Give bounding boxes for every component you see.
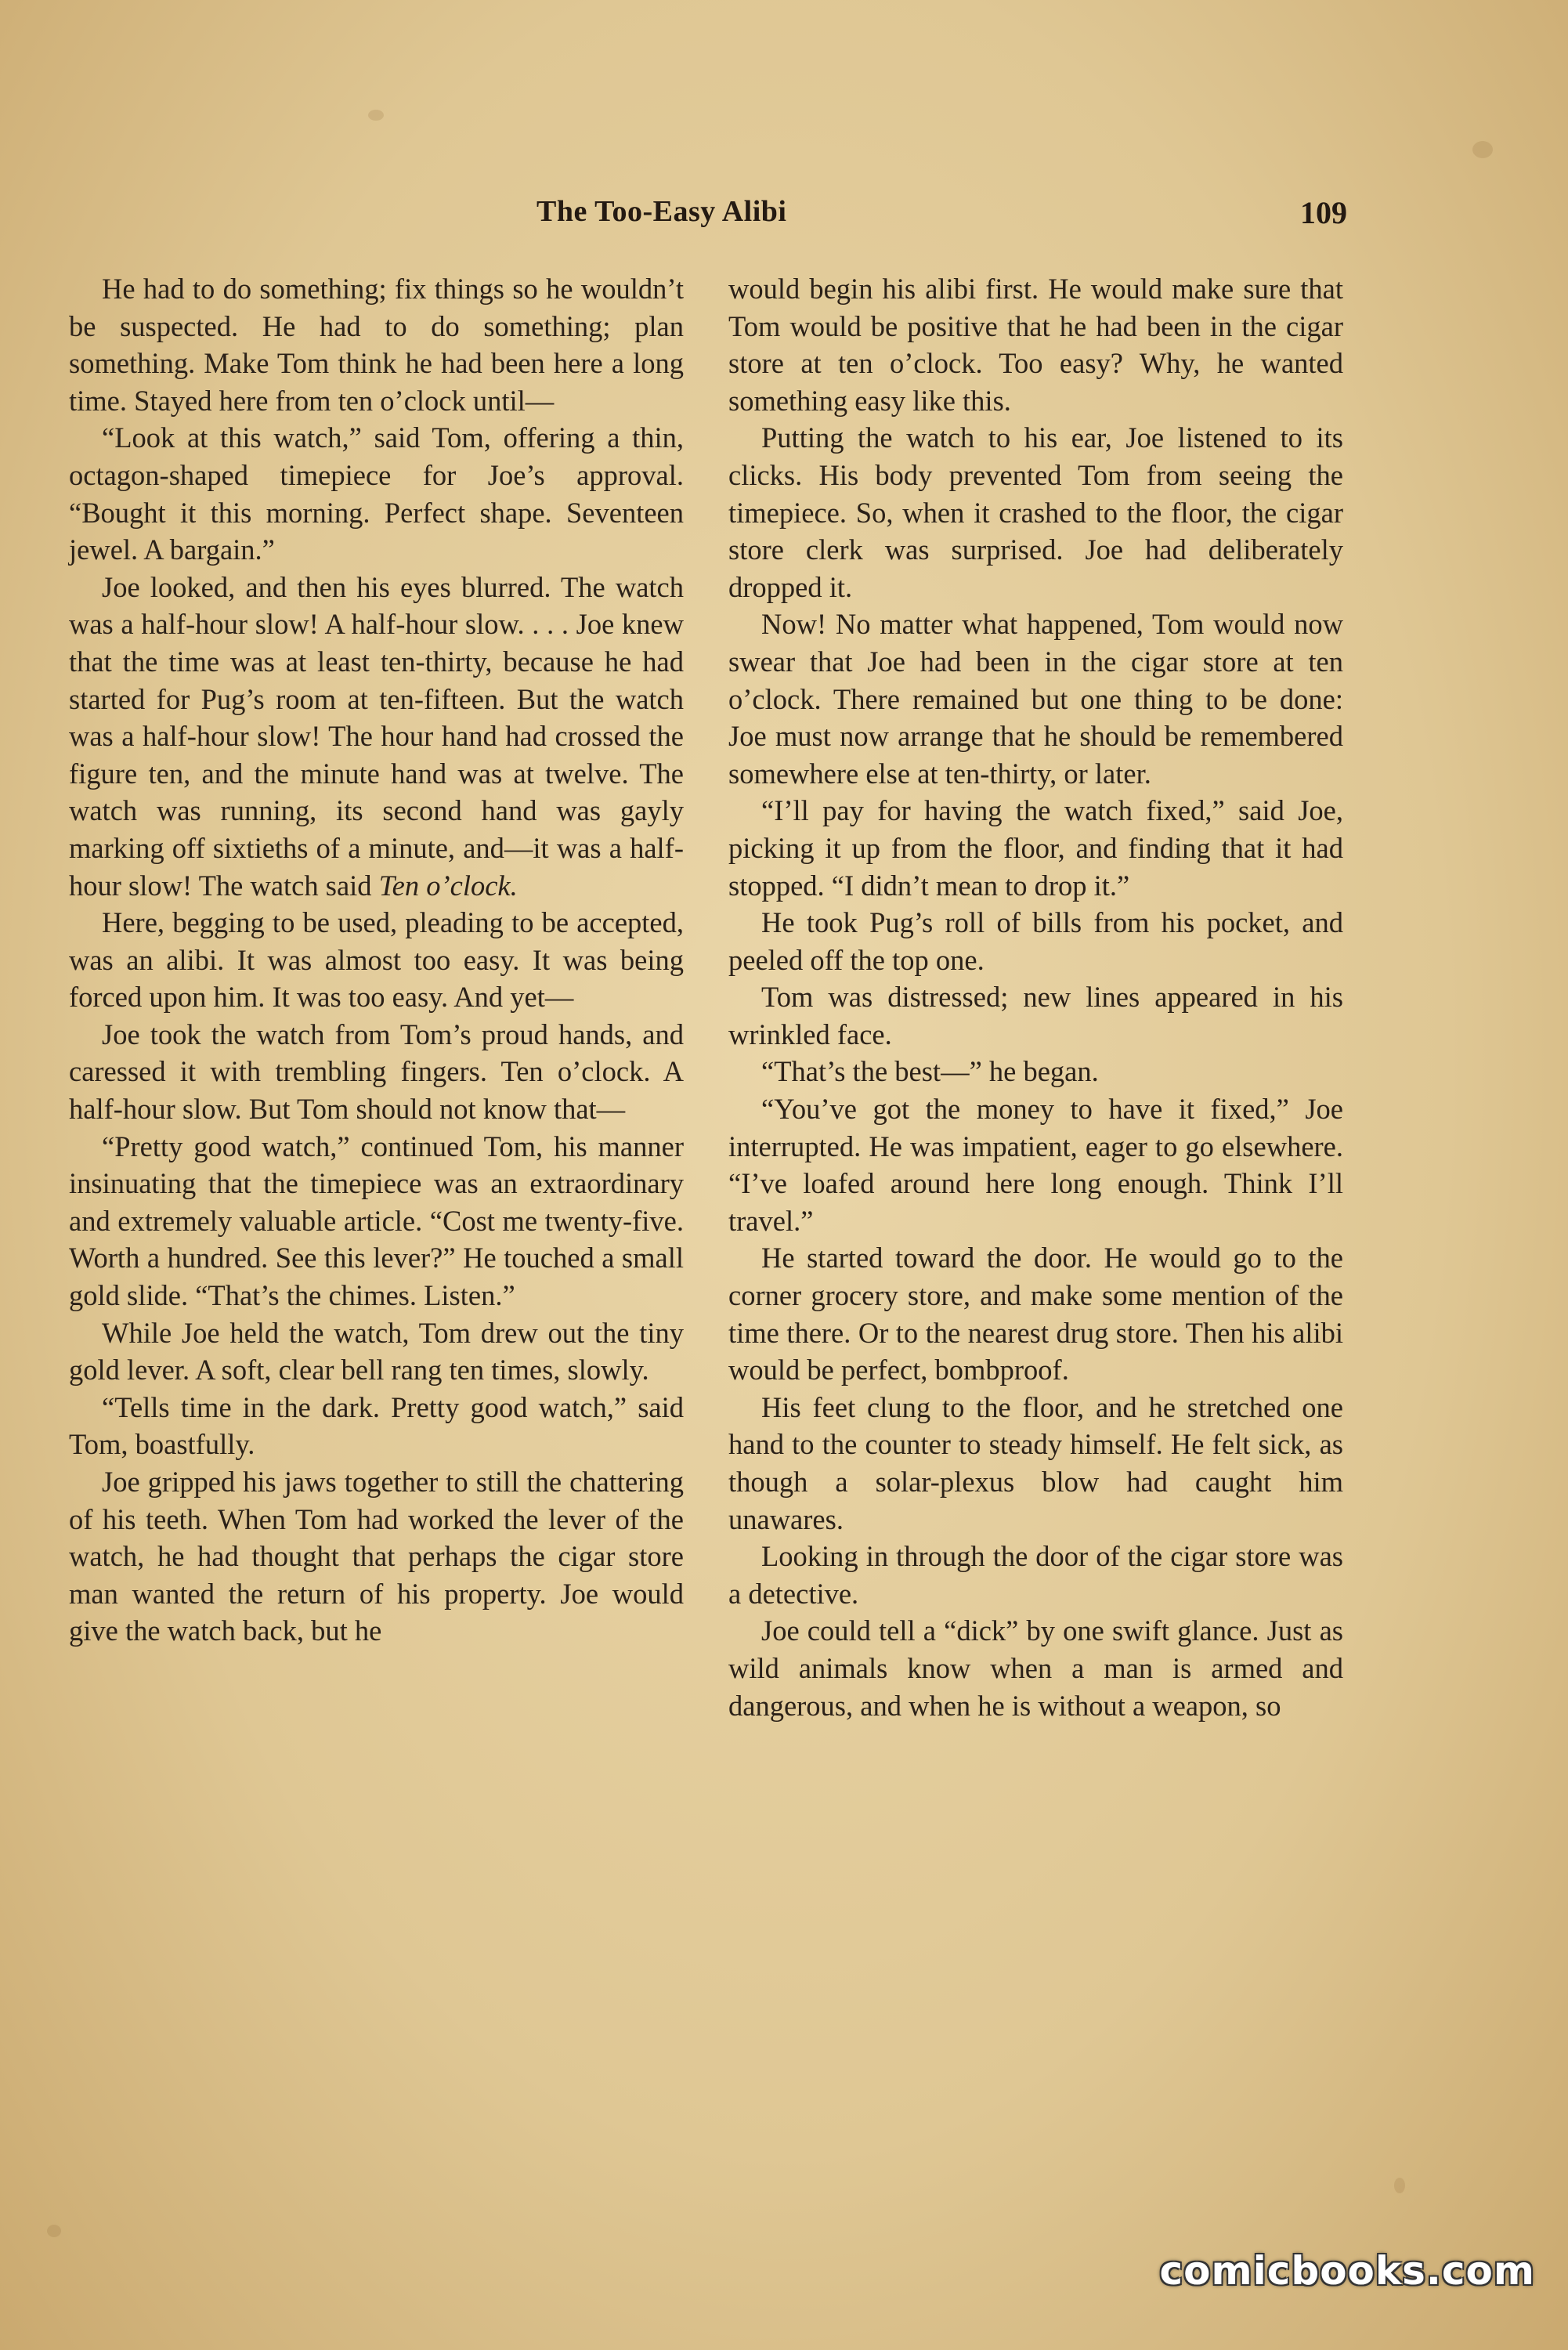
paper-stain (1394, 2178, 1405, 2193)
page-number: 109 (1300, 195, 1347, 230)
paragraph: Joe gripped his jaws together to still the chattering of his teeth. When Tom had worked the lever of the watch, he had thought that perhaps the cigar store man wanted the return of his property. Joe would give the watch back, but he (69, 1466, 684, 1647)
paragraph: “That’s the best—” he began. (761, 1055, 1099, 1088)
paragraph: “Look at this watch,” said Tom, offering a thin, octagon-shaped timepiece for Joe’s approval. “Bought it this morning. Perfect shape. Seventeen jewel. A bargain.” (69, 421, 684, 566)
paper-stain (368, 110, 384, 121)
paragraph: Joe could tell a “dick” by one swift glance. Just as wild animals know when a man is armed and dangerous, and when he is without a weapon, so (728, 1614, 1343, 1722)
paragraph: He took Pug’s roll of bills from his pocket, and peeled off the top one. (728, 906, 1343, 976)
paragraph: He started toward the door. He would go to the corner grocery store, and make some mention of the time there. Or to the nearest drug store. Then his alibi would be perfect, bombproof. (728, 1242, 1343, 1386)
running-title: The Too-Easy Alibi (537, 195, 787, 228)
paragraph: Tom was distressed; new lines appeared in his wrinkled face. (728, 981, 1343, 1050)
paragraph: Here, begging to be used, pleading to be accepted, was an alibi. It was almost too easy. It was being forced upon him. It was too easy. And yet— (69, 906, 684, 1014)
paper-stain (47, 2225, 61, 2237)
paragraph-text: Joe looked, and then his eyes blurred. The watch was a half-hour slow! A half-hour slow. . . . Joe knew that the time was at least ten-thirty, because he had started for Pug’s room at ten-fifteen. But the watch was a half-hour slow! The hour hand had crossed the figure ten, and the minute hand was at twelve. The watch was running, its second hand was gayly marking off sixtieths of a minute, and—it was a half-hour slow! The watch said (69, 570, 684, 902)
paragraph: His feet clung to the floor, and he stretched one hand to the counter to steady himself. He felt sick, as though a solar-plexus blow had caught him unawares. (728, 1390, 1343, 1535)
left-column (69, 270, 684, 1650)
paragraph: He had to do something; fix things so he wouldn’t be suspected. He had to do something; plan something. Make Tom think he had been here a long time. Stayed here from ten o’clock until— (69, 273, 684, 417)
paragraph: Now! No matter what happened, Tom would now swear that Joe had been in the cigar store at ten o’clock. There remained but one thing to be done: Joe must now arrange that he should be remembered somewhere else at ten-thirty, or later. (728, 608, 1343, 790)
italic-text: Ten o’clock. (378, 869, 518, 902)
paragraph (69, 569, 684, 904)
paragraph: “I’ll pay for having the watch fixed,” said Joe, picking it up from the floor, and finding that it had stopped. “I didn’t mean to drop it.” (728, 794, 1343, 902)
paragraph: “Tells time in the dark. Pretty good watch,” said Tom, boastfully. (69, 1390, 684, 1461)
right-column (728, 270, 1343, 1724)
paragraph: Joe took the watch from Tom’s proud hands, and caressed it with trembling fingers. Ten o’clock. A half-hour slow. But Tom should not know that— (69, 1018, 684, 1126)
paragraph: Putting the watch to his ear, Joe listened to its clicks. His body prevented Tom from seeing the timepiece. So, when it crashed to the floor, the cigar store clerk was surprised. Joe had deliberately dropped it. (728, 421, 1343, 603)
paragraph-continuation: would begin his alibi first. He would make sure that Tom would be positive that he had been in the cigar store at ten o’clock. Too easy? Why, he wanted something easy like this. (728, 273, 1343, 417)
running-header (70, 194, 1347, 241)
paragraph: Looking in through the door of the cigar store was a detective. (728, 1540, 1343, 1610)
watermark-text: comicbooks.com (1159, 2248, 1535, 2294)
paragraph: While Joe held the watch, Tom drew out the tiny gold lever. A soft, clear bell rang ten times, slowly. (69, 1316, 684, 1386)
paper-stain (1472, 141, 1493, 158)
paragraph: “Pretty good watch,” continued Tom, his manner insinuating that the timepiece was an extraordinary and extremely valuable article. “Cost me twenty-five. Worth a hundred. See this lever?” He touched a small gold slide. “That’s the chimes. Listen.” (69, 1130, 684, 1312)
paragraph: “You’ve got the money to have it fixed,” Joe interrupted. He was impatient, eager to go elsewhere. “I’ve loafed around here long enough. Think I’ll travel.” (728, 1093, 1343, 1237)
